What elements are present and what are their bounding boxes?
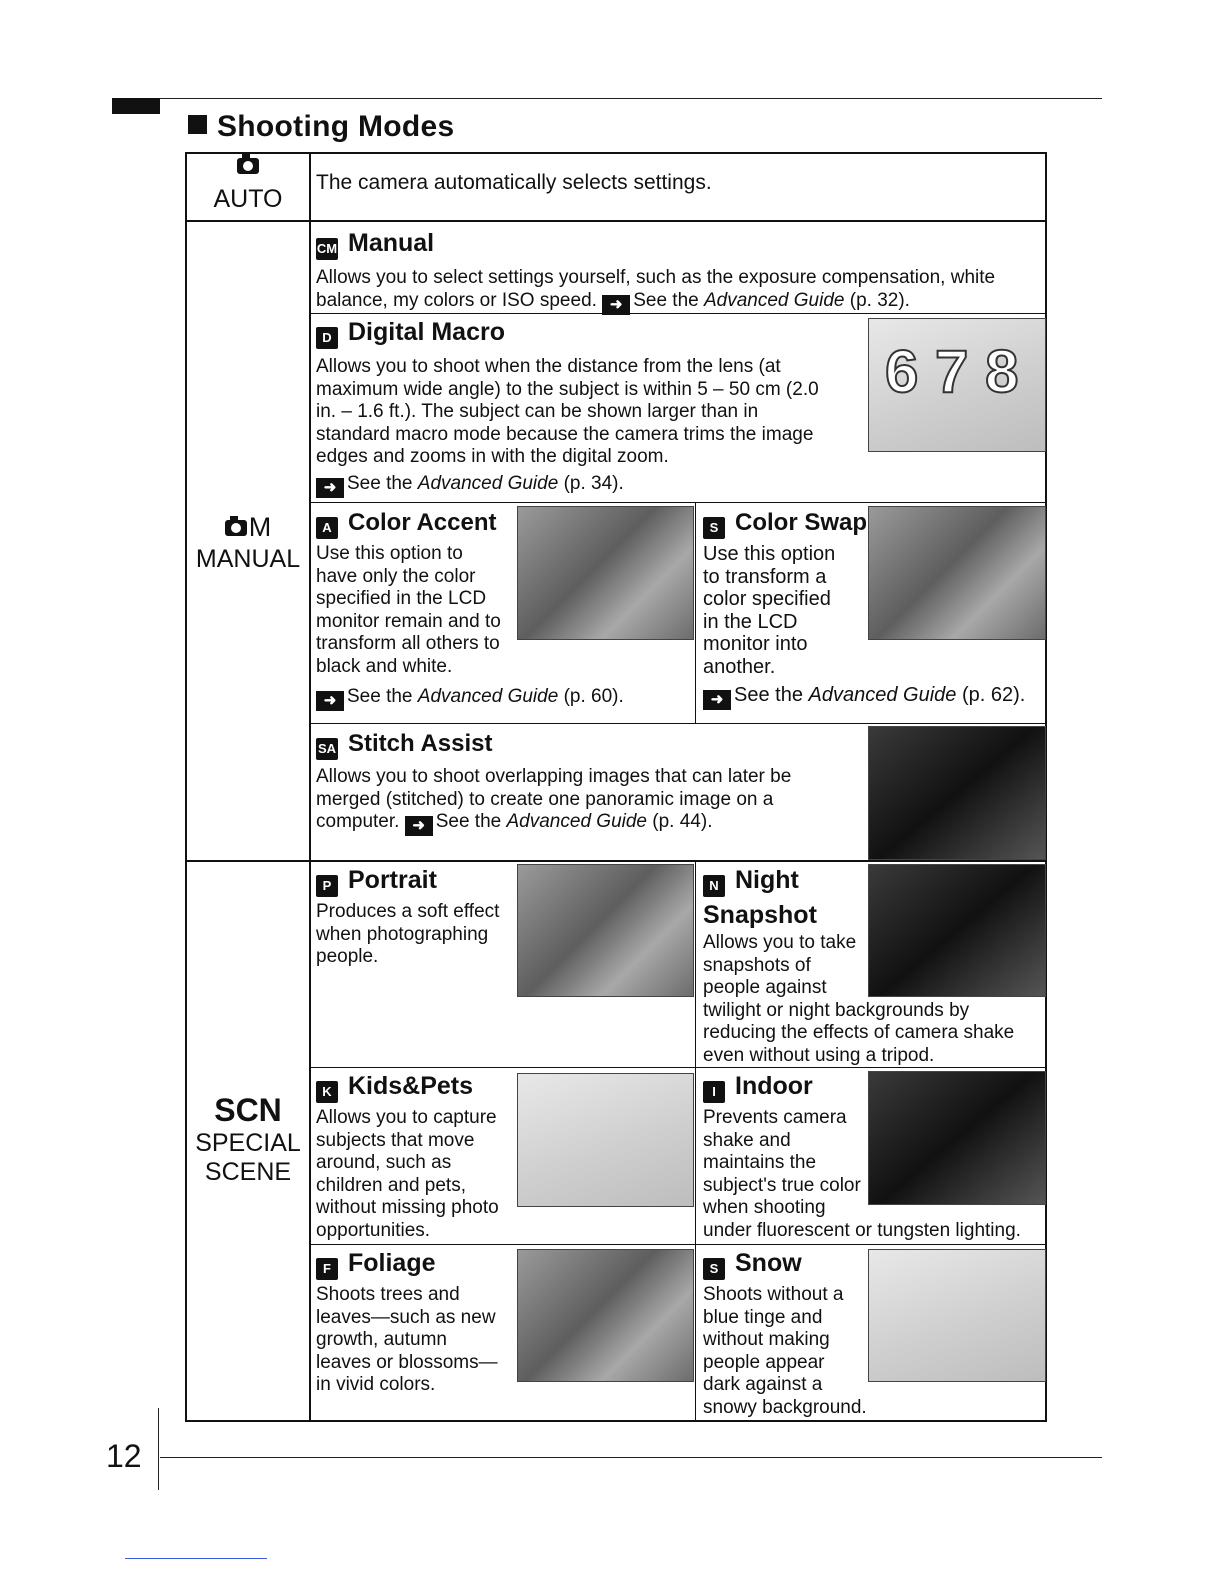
- snow-line: snowy background.: [703, 1396, 867, 1418]
- swap-line: to transform a: [703, 565, 827, 588]
- bullet-square-icon: [188, 115, 207, 134]
- reference-arrow-icon: ➜: [316, 691, 344, 711]
- scn-label-special: SPECIAL: [195, 1129, 301, 1157]
- color-accent-icon: A: [316, 517, 338, 539]
- stitch-assist-lcd-image: [868, 726, 1046, 860]
- page-title-text: Shooting Modes: [217, 110, 455, 143]
- swap-line: another.: [703, 655, 776, 678]
- portrait-icon: P: [316, 875, 338, 897]
- foliage-title: Foliage: [348, 1249, 436, 1277]
- digital-macro-section: [316, 318, 819, 498]
- kids-line: Allows you to capture: [316, 1107, 497, 1128]
- scn-label-scene: SCENE: [204, 1158, 292, 1186]
- color-accent-title: Color Accent: [348, 509, 497, 536]
- color-swap-lcd-image: [868, 506, 1046, 640]
- accent-line: specified in the LCD: [316, 588, 487, 609]
- foliage-line: growth, autumn: [316, 1329, 447, 1350]
- foliage-lcd-image: [517, 1249, 694, 1382]
- scn-symbol: SCN: [214, 1092, 282, 1128]
- column-divider: [309, 152, 311, 1422]
- portrait-line: when photographing: [316, 923, 489, 945]
- night-snapshot-lcd-image: [868, 864, 1046, 997]
- snow-line: Shoots without a: [703, 1284, 844, 1305]
- see-the: See the: [734, 684, 803, 706]
- macro-line: in. – 1.6 ft.). The subject can be shown larger than in: [316, 401, 759, 422]
- night-line: reducing the effects of camera shake: [703, 1022, 1015, 1043]
- swap-line: in the LCD: [703, 610, 798, 633]
- night-line: Allows you to take: [703, 932, 857, 953]
- color-accent-lcd-image: [517, 506, 694, 640]
- stitch-page-ref: (p. 44).: [652, 811, 713, 832]
- accent-swap-divider: [695, 502, 696, 723]
- night-line: twilight or night backgrounds by: [703, 999, 970, 1021]
- row-divider-auto: [185, 220, 1047, 222]
- stitch-line: computer.: [316, 811, 400, 832]
- macro-line: maximum wide angle) to the subject is within 5 – 50 cm (2.0: [316, 378, 819, 400]
- stitch-assist-icon: SA: [316, 738, 338, 760]
- reference-arrow-icon: ➜: [405, 816, 433, 836]
- macro-line: edges and zooms in with the digital zoom.: [316, 446, 669, 467]
- see-the: See the: [347, 472, 413, 494]
- scene-divider: [695, 862, 696, 1422]
- row-divider-kids: [309, 1244, 1047, 1245]
- header-rule: [160, 98, 1102, 99]
- manual-title: Manual: [348, 229, 435, 257]
- indoor-lcd-image: [868, 1071, 1046, 1205]
- night-title-2: Snapshot: [703, 901, 817, 929]
- kids-pets-section: [316, 1072, 499, 1242]
- footer-vertical-rule: [158, 1408, 159, 1490]
- indoor-line: under fluorescent or tungsten lighting.: [703, 1219, 1021, 1241]
- row-divider-portrait: [309, 1067, 1047, 1068]
- manual-label: MANUAL: [195, 545, 301, 573]
- foliage-line: leaves or blossoms—: [316, 1351, 498, 1373]
- kids-pets-icon: K: [316, 1081, 338, 1103]
- stitch-line: Allows you to shoot overlapping images that can later be: [316, 766, 792, 787]
- night-snapshot-icon: N: [703, 875, 725, 897]
- digital-macro-icon: D: [316, 327, 338, 349]
- foliage-line: leaves—such as new: [316, 1306, 496, 1328]
- color-swap-icon: S: [703, 517, 725, 539]
- guide-name: Advanced Guide: [417, 472, 559, 494]
- snow-line: without making: [703, 1329, 830, 1350]
- accent-page-ref: (p. 60).: [563, 686, 624, 707]
- foliage-icon: F: [316, 1258, 338, 1280]
- macro-page-ref: (p. 34).: [563, 472, 624, 494]
- color-swap-title: Color Swap: [735, 509, 868, 536]
- manual-text-line1: Allows you to select settings yourself, such as the exposure compensation, white: [316, 267, 996, 288]
- kids-line: opportunities.: [316, 1219, 431, 1241]
- guide-name: Advanced Guide: [417, 686, 559, 707]
- swap-line: Use this option: [703, 543, 836, 565]
- reference-arrow-icon: ➜: [703, 690, 731, 710]
- indoor-line: shake and: [703, 1129, 791, 1151]
- swap-line: color specified: [703, 588, 831, 610]
- kids-line: without missing photo: [316, 1197, 499, 1218]
- manual-symbol: M: [248, 512, 272, 542]
- kids-line: subjects that move: [316, 1129, 475, 1151]
- swap-line: monitor into: [703, 633, 808, 655]
- page-title: [188, 110, 455, 144]
- manual-text-line2: balance, my colors or ISO speed.: [316, 289, 597, 311]
- snow-lcd-image: [868, 1249, 1046, 1382]
- kids-line: around, such as: [316, 1152, 452, 1173]
- accent-line: have only the color: [316, 565, 476, 587]
- macro-line: standard macro mode because the camera trims the image: [316, 423, 814, 445]
- snow-line: blue tinge and: [703, 1306, 823, 1328]
- lcd-digits: 6 7 8: [885, 338, 1019, 405]
- portrait-line: Produces a soft effect: [316, 901, 500, 922]
- accent-line: monitor remain and to: [316, 610, 501, 632]
- indoor-icon: I: [703, 1081, 725, 1103]
- indoor-title: Indoor: [735, 1072, 813, 1100]
- guide-name: Advanced Guide: [808, 684, 957, 706]
- kids-line: children and pets,: [316, 1174, 466, 1196]
- stitch-line: merged (stitched) to create one panoramic image on a: [316, 788, 774, 810]
- accent-line: black and white.: [316, 655, 453, 677]
- camera-icon: [225, 520, 247, 536]
- auto-label: AUTO: [213, 185, 283, 213]
- snow-title: Snow: [735, 1249, 802, 1277]
- snow-icon: S: [703, 1258, 725, 1280]
- row-divider-scn: [185, 860, 1047, 862]
- guide-name: Advanced Guide: [703, 289, 845, 311]
- stitch-assist-title: Stitch Assist: [348, 730, 493, 757]
- snow-line: dark against a: [703, 1374, 823, 1395]
- header-tab-block: [112, 98, 160, 114]
- manual-section: [316, 229, 1044, 315]
- indoor-line: maintains the: [703, 1152, 817, 1173]
- indoor-line: Prevents camera: [703, 1107, 847, 1128]
- manual-page-ref: (p. 32).: [849, 289, 910, 311]
- snow-line: people appear: [703, 1351, 825, 1373]
- night-title-1: Night: [735, 866, 799, 894]
- row-divider-accent: [309, 723, 1047, 724]
- footer-rule: [160, 1457, 1102, 1458]
- night-line: snapshots of: [703, 954, 811, 976]
- footer-link-rule: [125, 1558, 267, 1559]
- reference-arrow-icon: ➜: [316, 478, 344, 498]
- indoor-line: subject's true color: [703, 1174, 861, 1196]
- digital-macro-title: Digital Macro: [348, 318, 505, 346]
- portrait-section: [316, 866, 499, 969]
- snow-section: [703, 1249, 867, 1419]
- auto-description: The camera automatically selects settings.: [316, 171, 712, 194]
- portrait-lcd-image: [517, 864, 694, 997]
- foliage-line: Shoots trees and: [316, 1284, 460, 1305]
- accent-line: Use this option to: [316, 543, 463, 564]
- kids-pets-title: Kids&Pets: [348, 1072, 474, 1100]
- foliage-section: [316, 1249, 498, 1397]
- see-the: See the: [633, 289, 699, 311]
- accent-line: transform all others to: [316, 633, 500, 654]
- indoor-line: when shooting: [703, 1197, 826, 1218]
- camera-icon: [237, 158, 259, 174]
- scn-mode-cell: [187, 1092, 309, 1187]
- see-the: See the: [435, 811, 502, 832]
- row-divider-macro: [309, 502, 1047, 503]
- kids-pets-lcd-image: [517, 1073, 694, 1207]
- manual-mode-icon: CM: [316, 238, 338, 260]
- digital-macro-lcd-image: [868, 318, 1046, 452]
- portrait-title: Portrait: [348, 866, 437, 894]
- macro-line: Allows you to shoot when the distance from the lens (at: [316, 356, 781, 377]
- manual-mode-cell: [187, 512, 309, 574]
- night-line: people against: [703, 977, 827, 998]
- night-line: even without using a tripod.: [703, 1044, 935, 1066]
- page-number: 12: [106, 1438, 142, 1474]
- see-the: See the: [347, 686, 413, 707]
- reference-arrow-icon: ➜: [602, 295, 630, 315]
- guide-name: Advanced Guide: [506, 811, 647, 832]
- foliage-line: in vivid colors.: [316, 1374, 436, 1395]
- stitch-assist-section: [316, 730, 791, 836]
- auto-mode-cell: [187, 158, 309, 214]
- portrait-line: people.: [316, 946, 379, 967]
- swap-page-ref: (p. 62).: [961, 684, 1026, 706]
